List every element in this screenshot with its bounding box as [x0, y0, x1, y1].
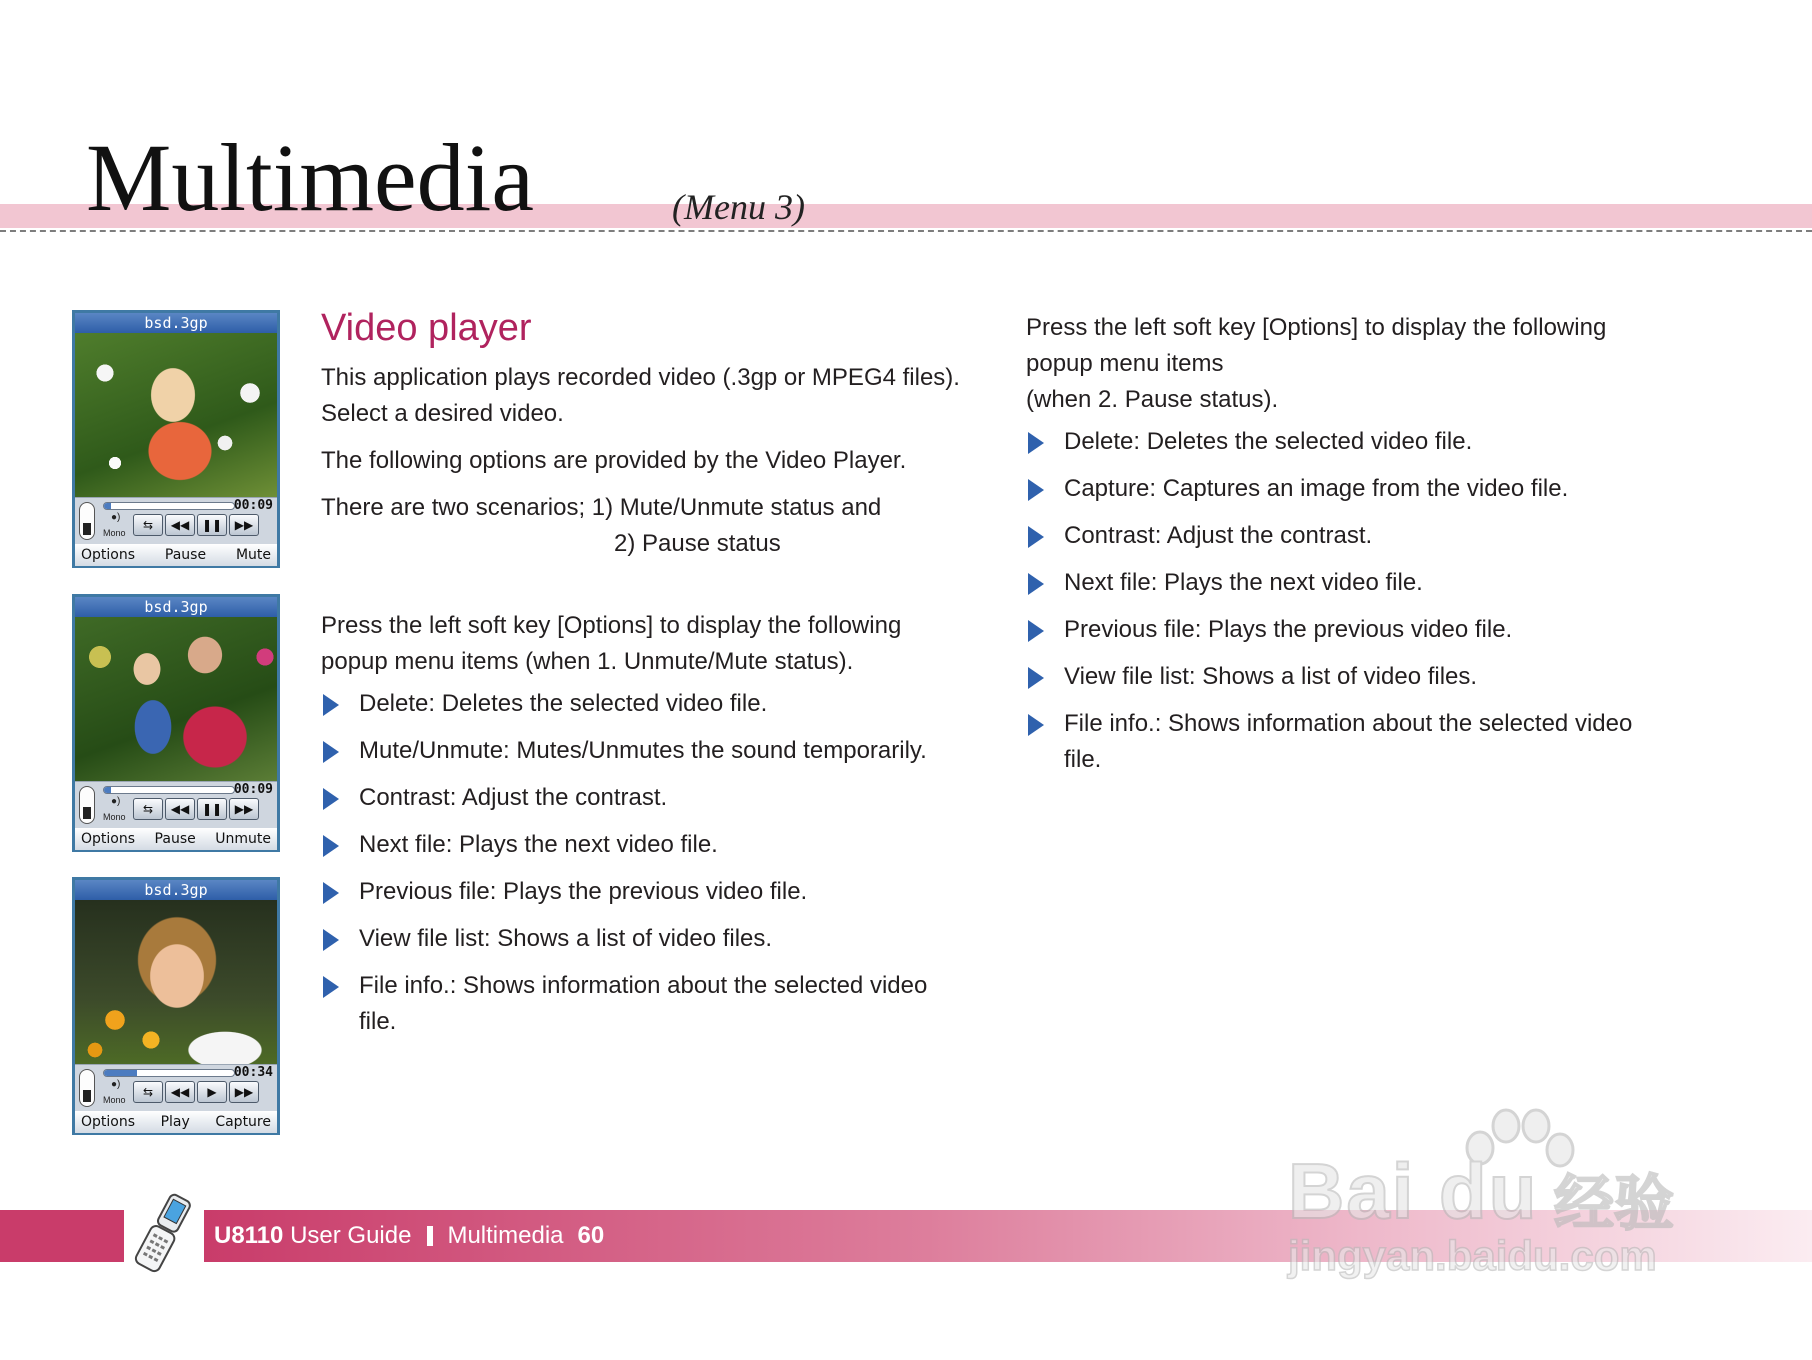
bullet-arrow-icon: [1028, 620, 1044, 642]
list-item: View file list: Shows a list of video files.: [321, 921, 961, 957]
right-column: [1026, 310, 1666, 789]
phone-screen-mute: [72, 310, 280, 568]
phone-screen-unmute: [72, 594, 280, 852]
elapsed-time: 00:09: [233, 498, 273, 513]
video-frame-girl-flowers: [75, 333, 277, 497]
soft-key-right: Mute: [235, 547, 271, 563]
player-controls: [75, 1064, 277, 1111]
list-item: Delete: Deletes the selected video file.: [321, 686, 961, 722]
screen-file-title: bsd.3gp: [75, 597, 277, 617]
progress-bar: [103, 1069, 235, 1077]
bullet-arrow-icon: [1028, 479, 1044, 501]
repeat-icon: ⇆: [133, 798, 163, 820]
volume-icon: [79, 786, 95, 824]
fast-forward-icon: ▶▶: [229, 798, 259, 820]
speaker-icon: ●): [111, 512, 121, 523]
section-heading: Video player: [321, 307, 532, 349]
scenarios-line-1: There are two scenarios; 1) Mute/Unmute status and: [321, 494, 882, 521]
mono-label: Mono: [103, 528, 126, 538]
list-item: Mute/Unmute: Mutes/Unmutes the sound temporarily.: [321, 733, 961, 769]
footer-guide: User Guide: [290, 1222, 412, 1249]
list-item: Contrast: Adjust the contrast.: [321, 780, 961, 816]
soft-key-center: Pause: [164, 547, 207, 563]
popup-intro-paragraph: Press the left soft key [Options] to display the following popup menu items (when 1. Unmute/Mute status).: [321, 612, 902, 675]
soft-key-right: Capture: [215, 1114, 271, 1130]
intro-paragraph: This application plays recorded video (.3gp or MPEG4 files). Select a desired video.: [321, 364, 960, 427]
volume-icon: [79, 502, 95, 540]
bullet-arrow-icon: [1028, 573, 1044, 595]
list-item: View file list: Shows a list of video files.: [1026, 659, 1666, 695]
rewind-icon: ◀◀: [165, 514, 195, 536]
play-icon: ▶: [197, 1081, 227, 1103]
list-item: Next file: Plays the next video file.: [321, 827, 961, 863]
list-item: Delete: Deletes the selected video file.: [1026, 424, 1666, 460]
mono-label: Mono: [103, 812, 126, 822]
player-controls: [75, 781, 277, 828]
repeat-icon: ⇆: [133, 514, 163, 536]
video-frame-mother-child: [75, 617, 277, 781]
soft-key-left: Options: [81, 831, 136, 847]
elapsed-time: 00:34: [233, 1065, 273, 1080]
rewind-icon: ◀◀: [165, 1081, 195, 1103]
footer-text: [214, 1210, 604, 1262]
popup-intro-line-1: Press the left soft key [Options] to display the following popup menu items: [1026, 314, 1607, 377]
baidu-watermark: [1288, 1108, 1708, 1288]
screen-file-title: bsd.3gp: [75, 313, 277, 333]
watermark-brand: Bai du: [1288, 1147, 1539, 1235]
scenarios-line-2: 2) Pause status: [614, 530, 781, 557]
player-controls: [75, 497, 277, 544]
footer-left-block: [0, 1210, 124, 1262]
flip-phone-icon: [128, 1192, 200, 1276]
video-frame-girl-smelling-flowers: [75, 900, 277, 1064]
menu-tag: (Menu 3): [672, 187, 805, 227]
speaker-icon: ●): [111, 1079, 121, 1090]
rewind-icon: ◀◀: [165, 798, 195, 820]
list-item: Contrast: Adjust the contrast.: [1026, 518, 1666, 554]
bullet-arrow-icon: [1028, 432, 1044, 454]
list-item: Next file: Plays the next video file.: [1026, 565, 1666, 601]
list-item: Capture: Captures an image from the video file.: [1026, 471, 1666, 507]
repeat-icon: ⇆: [133, 1081, 163, 1103]
list-item: File info.: Shows information about the selected video file.: [1026, 706, 1666, 778]
list-item: File info.: Shows information about the selected video file.: [321, 968, 961, 1040]
pause-icon: ❚❚: [197, 514, 227, 536]
list-item: Previous file: Plays the previous video file.: [321, 874, 961, 910]
page-title: Multimedia: [86, 124, 534, 231]
bullet-arrow-icon: [1028, 667, 1044, 689]
bullet-arrow-icon: [323, 788, 339, 810]
soft-key-left: Options: [81, 547, 136, 563]
left-column: [321, 306, 961, 1051]
footer-section: Multimedia: [447, 1222, 564, 1249]
footer-model: U8110: [214, 1222, 284, 1249]
fast-forward-icon: ▶▶: [229, 514, 259, 536]
bullet-arrow-icon: [323, 694, 339, 716]
elapsed-time: 00:09: [233, 782, 273, 797]
page-number: 60: [577, 1222, 605, 1249]
bullet-arrow-icon: [323, 929, 339, 951]
watermark-cn: 经验: [1554, 1170, 1674, 1237]
bullet-arrow-icon: [1028, 714, 1044, 736]
list-item: Previous file: Plays the previous video file.: [1026, 612, 1666, 648]
bullet-arrow-icon: [323, 976, 339, 998]
progress-bar: [103, 786, 235, 794]
mono-label: Mono: [103, 1095, 126, 1105]
speaker-icon: ●): [111, 796, 121, 807]
bullet-arrow-icon: [323, 835, 339, 857]
soft-key-left: Options: [81, 1114, 136, 1130]
phone-screen-pause: [72, 877, 280, 1135]
watermark-url: jingyan.baidu.com: [1288, 1232, 1657, 1279]
popup-intro-line-2: (when 2. Pause status).: [1026, 386, 1279, 413]
volume-icon: [79, 1069, 95, 1107]
screen-file-title: bsd.3gp: [75, 880, 277, 900]
bullet-arrow-icon: [323, 882, 339, 904]
soft-key-center: Pause: [154, 831, 196, 847]
footer-separator: [427, 1226, 433, 1246]
popup-menu-list-mute: [321, 686, 961, 1040]
progress-bar: [103, 502, 235, 510]
pause-icon: ❚❚: [197, 798, 227, 820]
options-paragraph: The following options are provided by the Video Player.: [321, 447, 907, 474]
soft-key-center: Play: [160, 1114, 190, 1130]
soft-keys: [75, 828, 277, 850]
soft-keys: [75, 1111, 277, 1133]
soft-key-right: Unmute: [215, 831, 271, 847]
popup-menu-list-pause: [1026, 424, 1666, 778]
soft-keys: [75, 544, 277, 566]
bullet-arrow-icon: [1028, 526, 1044, 548]
bullet-arrow-icon: [323, 741, 339, 763]
fast-forward-icon: ▶▶: [229, 1081, 259, 1103]
